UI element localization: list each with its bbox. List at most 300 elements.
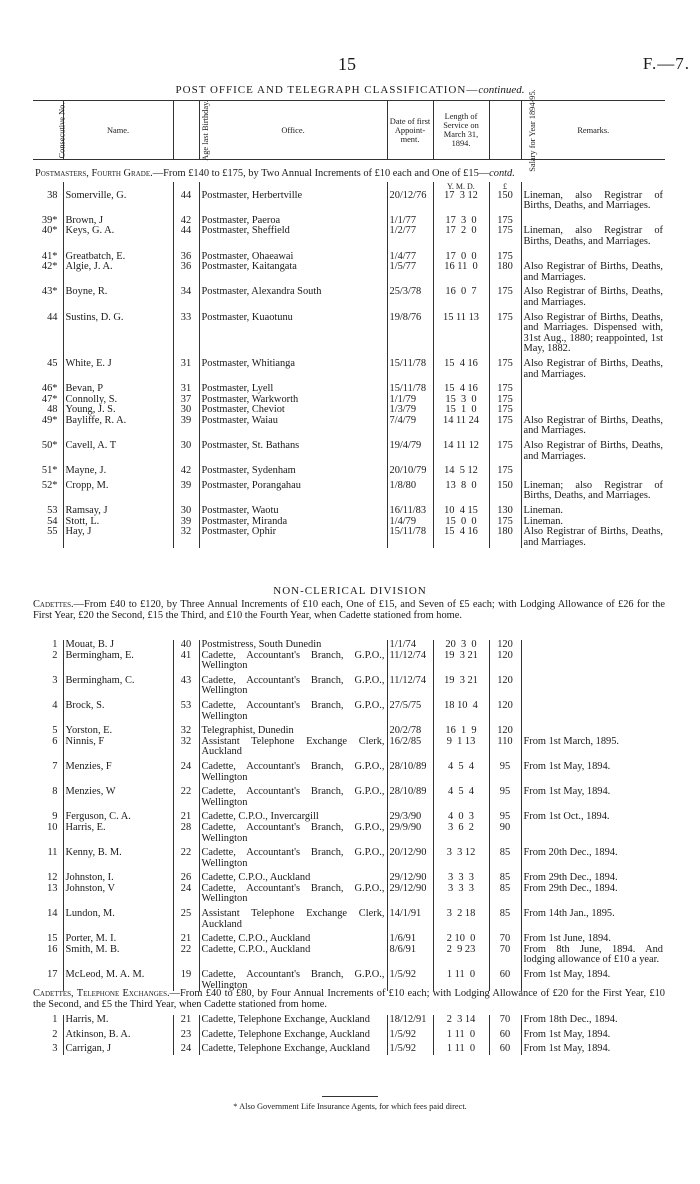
row-name: Boyne, R. <box>63 287 173 308</box>
table-row <box>33 384 665 395</box>
row-age: 31 <box>173 384 199 395</box>
table-row <box>33 287 665 308</box>
row-office: Cadette, Accountant's Branch, G.P.O., Wellington <box>199 676 387 697</box>
row-remarks: Lineman, also Registrar of Births, Deaths, and Marriages. <box>523 225 663 247</box>
row-date: 20/10/79 <box>387 466 433 477</box>
row-number: 49* <box>33 416 63 437</box>
table-row <box>33 651 665 672</box>
row-age: 19 <box>173 970 199 991</box>
row-service: 19 3 21 <box>433 651 489 672</box>
row-number: 10 <box>33 823 63 844</box>
row-age: 39 <box>173 481 199 502</box>
row-service: 16 0 7 <box>433 287 489 308</box>
row-office: Postmaster, Whitianga <box>199 359 387 380</box>
row-salary: 70 <box>489 934 521 945</box>
row-office: Assistant Telephone Exchange Clerk, Auckland <box>199 737 387 758</box>
row-salary: 120 <box>489 726 521 737</box>
page-title-continued: continued. <box>478 84 525 96</box>
row-remarks: Also Registrar of Births, Deaths, and Marriages. <box>523 440 663 462</box>
cadettes-heading-text: .—From £40 to £120, by Three Annual Increments of £10 each, One of £15, and Seven of £5 each; with Lodging Allowance of £26 for the First Year, £20 the Second, £15 the Third, and £10 the Fourth Year, when Cadette stationed from home. <box>33 599 665 621</box>
row-remarks: From 1st May, 1894. <box>523 786 611 798</box>
row-age: 24 <box>173 884 199 905</box>
row-date: 28/10/89 <box>387 762 433 783</box>
row-date: 19/4/79 <box>387 441 433 462</box>
row-age: 21 <box>173 1015 199 1026</box>
row-number: 39* <box>33 216 63 227</box>
row-age: 43 <box>173 676 199 697</box>
row-name: White, E. J <box>63 359 173 380</box>
row-office: Postmaster, St. Bathans <box>199 441 387 462</box>
row-salary: 175 <box>489 416 521 437</box>
row-age: 36 <box>173 262 199 283</box>
row-service: 13 8 0 <box>433 481 489 502</box>
row-age: 30 <box>173 441 199 462</box>
table-row <box>33 262 665 283</box>
row-service: 17 2 0 <box>433 226 489 247</box>
row-service: 17 0 0 <box>433 252 489 263</box>
column-header-row <box>33 101 665 160</box>
row-number: 16 <box>33 945 63 966</box>
footnote: * Also Government Life Insurance Agents, for which fees paid direct. <box>233 1102 467 1111</box>
row-number: 5 <box>33 726 63 737</box>
table-row <box>33 481 665 502</box>
row-date: 20/12/90 <box>387 848 433 869</box>
row-remarks <box>521 651 665 672</box>
row-age: 24 <box>173 762 199 783</box>
table-row <box>33 640 665 651</box>
row-age: 26 <box>173 873 199 884</box>
row-name: Brown, J <box>63 216 173 227</box>
table-row <box>33 226 665 247</box>
row-age: 37 <box>173 395 199 406</box>
table-row <box>33 787 665 808</box>
row-remarks: From 1st May, 1894. <box>523 760 611 772</box>
row-salary: 175 <box>489 441 521 462</box>
row-name: Carrigan, J <box>63 1044 173 1055</box>
row-number: 17 <box>33 970 63 991</box>
row-age: 41 <box>173 651 199 672</box>
row-date: 29/12/90 <box>387 873 433 884</box>
cadettes-table <box>33 640 665 991</box>
row-salary: 175 <box>489 216 521 227</box>
col-header-salary-text: Salary for Year 1894-95. <box>527 88 537 172</box>
row-service: 15 11 13 <box>433 313 489 355</box>
col-header-service: Length of Service on March 31, 1894. <box>433 101 489 160</box>
row-remarks <box>521 701 665 722</box>
row-salary: 120 <box>489 640 521 651</box>
row-number: 47* <box>33 395 63 406</box>
table-row <box>33 1044 665 1055</box>
row-date: 1/2/77 <box>387 226 433 247</box>
row-name: Menzies, W <box>63 787 173 808</box>
row-number: 9 <box>33 812 63 823</box>
row-remarks <box>521 384 665 395</box>
row-date: 1/1/77 <box>387 216 433 227</box>
table-row <box>33 1030 665 1041</box>
row-number: 50* <box>33 441 63 462</box>
row-number: 40* <box>33 226 63 247</box>
row-service: 15 0 0 <box>433 517 489 528</box>
row-number: 11 <box>33 848 63 869</box>
table-row <box>33 359 665 380</box>
row-number: 55 <box>33 527 63 548</box>
row-salary: 120 <box>489 701 521 722</box>
row-remarks: From 1st June, 1894. <box>523 933 611 945</box>
row-number: 46* <box>33 384 63 395</box>
row-number: 53 <box>33 506 63 517</box>
row-office: Postmaster, Lyell <box>199 384 387 395</box>
row-age: 32 <box>173 527 199 548</box>
table-row <box>33 701 665 722</box>
row-salary: 175 <box>489 226 521 247</box>
postmasters-heading-row <box>33 160 665 182</box>
row-number: 2 <box>33 1030 63 1041</box>
row-date: 1/1/79 <box>387 395 433 406</box>
row-office: Telegraphist, Dunedin <box>199 726 387 737</box>
row-name: Hay, J <box>63 527 173 548</box>
row-date: 1/5/92 <box>387 1030 433 1041</box>
row-remarks <box>521 395 665 406</box>
row-remarks: From 1st May, 1894. <box>523 969 611 981</box>
row-date: 16/11/83 <box>387 506 433 517</box>
row-age: 33 <box>173 313 199 355</box>
row-salary: 150 <box>489 481 521 502</box>
row-name: Porter, M. I. <box>63 934 173 945</box>
row-name: Atkinson, B. A. <box>63 1030 173 1041</box>
col-header-name: Name. <box>63 101 173 160</box>
document-reference: F.—7. <box>642 54 690 73</box>
row-number: 14 <box>33 909 63 930</box>
row-date: 19/8/76 <box>387 313 433 355</box>
row-remarks: From 18th Dec., 1894. <box>523 1014 618 1025</box>
row-age: 22 <box>173 848 199 869</box>
row-name: Kenny, B. M. <box>63 848 173 869</box>
row-remarks: From 1st May, 1894. <box>523 1028 611 1040</box>
row-salary: 175 <box>489 313 521 355</box>
row-office: Postmaster, Sheffield <box>199 226 387 247</box>
row-remarks: From 1st March, 1895. <box>523 735 620 747</box>
row-service: 4 5 4 <box>433 787 489 808</box>
row-name: Harris, E. <box>63 823 173 844</box>
row-name: Menzies, F <box>63 762 173 783</box>
table-row <box>33 416 665 437</box>
postmasters-heading-text: .—From £140 to £175, by Two Annual Increments of £10 each and One of £15— <box>150 168 490 179</box>
row-office: Postmaster, Cheviot <box>199 405 387 416</box>
row-remarks: From 29th Dec., 1894. <box>523 882 618 894</box>
row-remarks: Lineman; also Registrar of Births, Deaths, and Marriages. <box>523 479 663 502</box>
row-office: Cadette, Telephone Exchange, Auckland <box>199 1015 387 1026</box>
row-number: 54 <box>33 517 63 528</box>
row-number: 4 <box>33 701 63 722</box>
row-age: 22 <box>173 945 199 966</box>
row-service: 3 6 2 <box>433 823 489 844</box>
row-service: 10 4 15 <box>433 506 489 517</box>
row-salary: 150 <box>489 191 521 212</box>
row-age: 32 <box>173 726 199 737</box>
table-row <box>33 823 665 844</box>
row-remarks: Lineman. <box>523 515 564 527</box>
row-office: Postmistress, South Dunedin <box>199 640 387 651</box>
row-office: Postmaster, Kuaotunu <box>199 313 387 355</box>
row-age: 23 <box>173 1030 199 1041</box>
row-remarks <box>521 466 665 477</box>
row-office: Cadette, Accountant's Branch, G.P.O., Wellington <box>199 970 387 991</box>
row-remarks: Also Registrar of Births, Deaths, and Marriages. <box>523 414 663 437</box>
row-number: 38 <box>33 191 63 212</box>
row-name: Bermingham, C. <box>63 676 173 697</box>
row-remarks: Also Registrar of Births, Deaths, and Marriages. Dispensed with, 31st Aug., 1880; reappointed, 1st May, 1882. <box>523 311 663 355</box>
row-number: 13 <box>33 884 63 905</box>
row-salary: 175 <box>489 384 521 395</box>
row-salary: 130 <box>489 506 521 517</box>
row-salary: 60 <box>489 970 521 991</box>
row-salary: 85 <box>489 884 521 905</box>
row-date: 15/11/78 <box>387 384 433 395</box>
row-salary: 95 <box>489 787 521 808</box>
row-date: 20/12/76 <box>387 191 433 212</box>
page-title <box>0 84 700 96</box>
row-office: Postmaster, Alexandra South <box>199 287 387 308</box>
row-date: 29/9/90 <box>387 823 433 844</box>
row-service: 3 3 3 <box>433 884 489 905</box>
row-salary: 95 <box>489 812 521 823</box>
row-number: 41* <box>33 252 63 263</box>
row-date: 11/12/74 <box>387 651 433 672</box>
row-service: 15 4 16 <box>433 359 489 380</box>
row-service: 3 3 12 <box>433 848 489 869</box>
row-remarks: From 8th June, 1894. And lodging allowance of £10 a year. <box>523 943 663 966</box>
telephone-cadettes-heading <box>33 988 665 1010</box>
row-name: Keys, G. A. <box>63 226 173 247</box>
row-name: Algie, J. A. <box>63 262 173 283</box>
row-office: Postmaster, Warkworth <box>199 395 387 406</box>
row-date: 1/4/79 <box>387 517 433 528</box>
row-remarks <box>521 676 665 697</box>
row-office: Assistant Telephone Exchange Clerk, Auckland <box>199 909 387 930</box>
row-salary: 90 <box>489 823 521 844</box>
row-salary: 175 <box>489 359 521 380</box>
col-header-no <box>33 101 67 160</box>
col-header-no-text: Consecutive No. <box>57 102 67 158</box>
row-service: 15 4 16 <box>433 527 489 548</box>
row-service: 16 1 9 <box>433 726 489 737</box>
row-office: Cadette, Accountant's Branch, G.P.O., Wellington <box>199 787 387 808</box>
row-name: Somerville, G. <box>63 191 173 212</box>
row-age: 44 <box>173 226 199 247</box>
postmasters-heading <box>33 160 665 182</box>
row-number: 42* <box>33 262 63 283</box>
row-age: 21 <box>173 812 199 823</box>
row-salary: 110 <box>489 737 521 758</box>
row-office: Postmaster, Paeroa <box>199 216 387 227</box>
row-salary: 175 <box>489 517 521 528</box>
row-date: 1/8/80 <box>387 481 433 502</box>
col-header-date: Date of first Appoint-ment. <box>387 101 433 160</box>
row-service: 4 5 4 <box>433 762 489 783</box>
row-remarks: Lineman, also Registrar of Births, Deaths, and Marriages. <box>523 189 663 212</box>
row-remarks: From 14th Jan., 1895. <box>523 908 615 920</box>
row-remarks: Lineman. <box>523 505 564 517</box>
table-row <box>33 506 665 517</box>
table-row <box>33 191 665 212</box>
row-date: 1/1/74 <box>387 640 433 651</box>
row-name: Greatbatch, E. <box>63 252 173 263</box>
row-date: 14/1/91 <box>387 909 433 930</box>
row-name: Young, J. S. <box>63 405 173 416</box>
row-service: 20 3 0 <box>433 640 489 651</box>
row-age: 39 <box>173 416 199 437</box>
row-age: 40 <box>173 640 199 651</box>
row-date: 27/5/75 <box>387 701 433 722</box>
row-age: 53 <box>173 701 199 722</box>
row-number: 6 <box>33 737 63 758</box>
row-age: 34 <box>173 287 199 308</box>
row-salary: 120 <box>489 676 521 697</box>
row-salary: 180 <box>489 527 521 548</box>
row-service: 14 11 24 <box>433 416 489 437</box>
row-salary: 180 <box>489 262 521 283</box>
row-name: Connolly, S. <box>63 395 173 406</box>
row-name: Johnston, V <box>63 884 173 905</box>
row-office: Cadette, Telephone Exchange, Auckland <box>199 1044 387 1055</box>
row-remarks: Also Registrar of Births, Deaths, and Marriages. <box>523 286 663 308</box>
cadettes-heading <box>33 599 665 621</box>
row-remarks: Also Registrar of Births, Deaths, and Marriages. <box>523 357 663 380</box>
row-salary: 120 <box>489 651 521 672</box>
row-age: 44 <box>173 191 199 212</box>
row-name: Mouat, B. J <box>63 640 173 651</box>
row-remarks: From 29th Dec., 1894. <box>523 872 618 884</box>
telephone-cadettes-heading-label: Cadettes, Telephone Exchanges <box>33 988 167 999</box>
row-date: 1/4/77 <box>387 252 433 263</box>
row-office: Postmaster, Miranda <box>199 517 387 528</box>
row-number: 51* <box>33 466 63 477</box>
table-row <box>33 395 665 406</box>
row-number: 15 <box>33 934 63 945</box>
row-office: Postmaster, Herbertville <box>199 191 387 212</box>
row-name: Cavell, A. T <box>63 441 173 462</box>
table-row <box>33 848 665 869</box>
row-date: 1/5/92 <box>387 1044 433 1055</box>
row-number: 2 <box>33 651 63 672</box>
row-service: 15 1 0 <box>433 405 489 416</box>
table-row <box>33 909 665 930</box>
row-name: Ferguson, C. A. <box>63 812 173 823</box>
row-number: 52* <box>33 481 63 502</box>
row-date: 8/6/91 <box>387 945 433 966</box>
row-number: 1 <box>33 640 63 651</box>
row-office: Postmaster, Waiau <box>199 416 387 437</box>
row-number: 3 <box>33 676 63 697</box>
row-name: Ramsay, J <box>63 506 173 517</box>
row-age: 22 <box>173 787 199 808</box>
row-name: Bevan, P <box>63 384 173 395</box>
section-title-nonclerical: NON-CLERICAL DIVISION <box>273 585 427 597</box>
telephone-cadettes-heading-text: .—From £40 to £80, by Four Annual Increments of £10 each; with Lodging Allowance of £20 for the First Year, £10 the Second, and £5 the Third Year, when Cadette stationed from home. <box>33 988 665 1010</box>
salary-units: £ <box>489 182 521 191</box>
row-service: 16 11 0 <box>433 262 489 283</box>
row-age: 39 <box>173 517 199 528</box>
row-age: 36 <box>173 252 199 263</box>
table-row <box>33 762 665 783</box>
row-date: 1/5/77 <box>387 262 433 283</box>
row-number: 7 <box>33 762 63 783</box>
row-salary: 85 <box>489 909 521 930</box>
row-name: McLeod, M. A. M. <box>63 970 173 991</box>
row-service: 4 0 3 <box>433 812 489 823</box>
row-date: 15/11/78 <box>387 527 433 548</box>
row-number: 48 <box>33 405 63 416</box>
row-service: 14 11 12 <box>433 441 489 462</box>
row-salary: 85 <box>489 873 521 884</box>
table-row <box>33 466 665 477</box>
postmasters-heading-contd: contd. <box>489 168 515 179</box>
table-row <box>33 527 665 548</box>
row-salary: 175 <box>489 405 521 416</box>
row-number: 3 <box>33 1044 63 1055</box>
row-age: 32 <box>173 737 199 758</box>
row-name: Cropp, M. <box>63 481 173 502</box>
row-service: 17 3 12 <box>433 191 489 212</box>
table-row <box>33 1015 665 1026</box>
row-number: 45 <box>33 359 63 380</box>
col-header-remarks: Remarks. <box>521 101 665 160</box>
row-age: 24 <box>173 1044 199 1055</box>
row-service: 1 11 0 <box>433 1030 489 1041</box>
row-office: Postmaster, Ohaeawai <box>199 252 387 263</box>
row-date: 11/12/74 <box>387 676 433 697</box>
row-salary: 175 <box>489 395 521 406</box>
row-name: Yorston, E. <box>63 726 173 737</box>
row-name: Stott, L. <box>63 517 173 528</box>
row-office: Postmaster, Ophir <box>199 527 387 548</box>
row-name: Johnston, I. <box>63 873 173 884</box>
row-office: Cadette, Accountant's Branch, G.P.O., Wellington <box>199 762 387 783</box>
row-name: Smith, M. B. <box>63 945 173 966</box>
row-salary: 70 <box>489 945 521 966</box>
row-office: Cadette, Telephone Exchange, Auckland <box>199 1030 387 1041</box>
row-salary: 175 <box>489 252 521 263</box>
row-date: 29/12/90 <box>387 884 433 905</box>
row-name: Ninnis, F <box>63 737 173 758</box>
footnote-rule <box>322 1096 378 1097</box>
row-office: Postmaster, Porangahau <box>199 481 387 502</box>
row-office: Cadette, Accountant's Branch, G.P.O., Wellington <box>199 848 387 869</box>
row-service: 1 11 0 <box>433 1044 489 1055</box>
row-number: 1 <box>33 1015 63 1026</box>
row-remarks <box>521 823 665 844</box>
row-date: 1/5/92 <box>387 970 433 991</box>
row-salary: 85 <box>489 848 521 869</box>
row-remarks: From 20th Dec., 1894. <box>523 847 618 859</box>
row-service: 2 9 23 <box>433 945 489 966</box>
row-name: Sustins, D. G. <box>63 313 173 355</box>
row-age: 42 <box>173 216 199 227</box>
row-remarks: From 1st May, 1894. <box>523 1043 611 1055</box>
row-service: 19 3 21 <box>433 676 489 697</box>
row-age: 30 <box>173 506 199 517</box>
page-number: 15 <box>338 54 356 74</box>
row-service: 3 3 3 <box>433 873 489 884</box>
row-office: Cadette, Accountant's Branch, G.P.O., Wellington <box>199 884 387 905</box>
row-date: 29/3/90 <box>387 812 433 823</box>
row-service: 1 11 0 <box>433 970 489 991</box>
row-date: 1/3/79 <box>387 405 433 416</box>
row-age: 31 <box>173 359 199 380</box>
row-service: 2 3 14 <box>433 1015 489 1026</box>
row-office: Cadette, Accountant's Branch, G.P.O., Wellington <box>199 651 387 672</box>
row-remarks: From 1st Oct., 1894. <box>523 811 610 823</box>
